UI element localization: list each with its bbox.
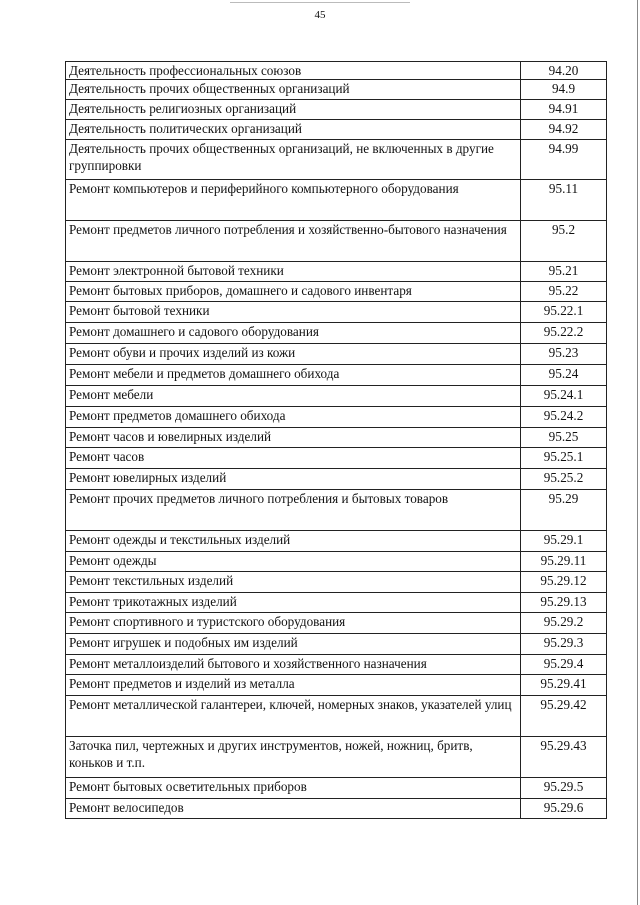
table-row bbox=[66, 262, 607, 282]
activity-code: 95.11 bbox=[521, 180, 607, 221]
table-row bbox=[66, 282, 607, 302]
activity-code: 94.91 bbox=[521, 100, 607, 120]
table-row bbox=[66, 448, 607, 469]
activity-name: Ремонт предметов личного потребления и хозяйственно-бытового назначения bbox=[66, 221, 521, 262]
activity-code: 95.29 bbox=[521, 490, 607, 531]
activity-name: Деятельность профессиональных союзов bbox=[66, 62, 521, 80]
activity-name: Ремонт бытовых приборов, домашнего и садового инвентаря bbox=[66, 282, 521, 302]
activity-name: Ремонт часов и ювелирных изделий bbox=[66, 428, 521, 448]
activity-code: 95.24.2 bbox=[521, 407, 607, 428]
activity-code: 95.22 bbox=[521, 282, 607, 302]
activity-name: Ремонт мебели bbox=[66, 386, 521, 407]
table-row bbox=[66, 80, 607, 100]
page-number: 45 bbox=[314, 9, 326, 21]
table-row bbox=[66, 62, 607, 80]
activity-code: 95.21 bbox=[521, 262, 607, 282]
activity-code: 95.29.5 bbox=[521, 778, 607, 799]
activity-name: Ремонт предметов домашнего обихода bbox=[66, 407, 521, 428]
table-row bbox=[66, 365, 607, 386]
table-row bbox=[66, 344, 607, 365]
table-row bbox=[66, 613, 607, 634]
table-row bbox=[66, 140, 607, 180]
activity-name: Ремонт прочих предметов личного потребления и бытовых товаров bbox=[66, 490, 521, 531]
table-row bbox=[66, 490, 607, 531]
activity-code: 95.29.42 bbox=[521, 696, 607, 737]
activity-code: 95.22.1 bbox=[521, 302, 607, 323]
activity-code: 95.24 bbox=[521, 365, 607, 386]
table-row bbox=[66, 120, 607, 140]
activity-code: 95.25.1 bbox=[521, 448, 607, 469]
activity-code: 95.29.3 bbox=[521, 634, 607, 655]
scan-right-edge bbox=[637, 0, 638, 905]
activity-code: 95.29.1 bbox=[521, 531, 607, 552]
activity-code: 95.29.6 bbox=[521, 799, 607, 819]
activity-code: 95.23 bbox=[521, 344, 607, 365]
activity-code: 95.29.41 bbox=[521, 675, 607, 696]
activity-name: Деятельность прочих общественных организаций, не включенных в другие группировки bbox=[66, 140, 521, 180]
table-row bbox=[66, 100, 607, 120]
activity-name: Ремонт компьютеров и периферийного компьютерного оборудования bbox=[66, 180, 521, 221]
table-row bbox=[66, 778, 607, 799]
activity-code: 95.25 bbox=[521, 428, 607, 448]
activity-code: 95.29.13 bbox=[521, 593, 607, 613]
table-row bbox=[66, 593, 607, 613]
activity-code: 95.25.2 bbox=[521, 469, 607, 490]
activity-name: Ремонт обуви и прочих изделий из кожи bbox=[66, 344, 521, 365]
activity-code: 94.20 bbox=[521, 62, 607, 80]
activity-code: 95.29.2 bbox=[521, 613, 607, 634]
table-row bbox=[66, 323, 607, 344]
table-row bbox=[66, 386, 607, 407]
activity-code: 95.29.4 bbox=[521, 655, 607, 675]
activity-code: 95.29.43 bbox=[521, 737, 607, 778]
table-row bbox=[66, 572, 607, 593]
okved-table-body bbox=[66, 62, 607, 819]
table-row bbox=[66, 428, 607, 448]
table-row bbox=[66, 302, 607, 323]
activity-name: Ремонт игрушек и подобных им изделий bbox=[66, 634, 521, 655]
activity-name: Деятельность религиозных организаций bbox=[66, 100, 521, 120]
activity-name: Ремонт велосипедов bbox=[66, 799, 521, 819]
activity-name: Ремонт текстильных изделий bbox=[66, 572, 521, 593]
activity-name: Ремонт ювелирных изделий bbox=[66, 469, 521, 490]
activity-name: Ремонт металлоизделий бытового и хозяйственного назначения bbox=[66, 655, 521, 675]
activity-name: Ремонт домашнего и садового оборудования bbox=[66, 323, 521, 344]
table-row bbox=[66, 675, 607, 696]
activity-code: 95.29.12 bbox=[521, 572, 607, 593]
table-row bbox=[66, 799, 607, 819]
activity-name: Деятельность прочих общественных организаций bbox=[66, 80, 521, 100]
activity-name: Ремонт часов bbox=[66, 448, 521, 469]
activity-name: Ремонт предметов и изделий из металла bbox=[66, 675, 521, 696]
table-row bbox=[66, 180, 607, 221]
activity-code: 94.92 bbox=[521, 120, 607, 140]
okved-table bbox=[65, 61, 607, 819]
table-row bbox=[66, 696, 607, 737]
activity-name: Ремонт одежды и текстильных изделий bbox=[66, 531, 521, 552]
table-row bbox=[66, 221, 607, 262]
table-row bbox=[66, 407, 607, 428]
activity-name: Ремонт металлической галантереи, ключей, номерных знаков, указателей улиц bbox=[66, 696, 521, 737]
activity-code: 95.22.2 bbox=[521, 323, 607, 344]
activity-name: Ремонт одежды bbox=[66, 552, 521, 572]
table-row bbox=[66, 634, 607, 655]
table-row bbox=[66, 655, 607, 675]
activity-code: 95.29.11 bbox=[521, 552, 607, 572]
table-row bbox=[66, 531, 607, 552]
activity-name: Деятельность политических организаций bbox=[66, 120, 521, 140]
activity-code: 94.9 bbox=[521, 80, 607, 100]
activity-code: 95.2 bbox=[521, 221, 607, 262]
activity-name: Заточка пил, чертежных и других инструментов, ножей, ножниц, бритв, коньков и т.п. bbox=[66, 737, 521, 778]
activity-name: Ремонт спортивного и туристского оборудования bbox=[66, 613, 521, 634]
activity-name: Ремонт трикотажных изделий bbox=[66, 593, 521, 613]
activity-name: Ремонт мебели и предметов домашнего обихода bbox=[66, 365, 521, 386]
activity-code: 95.24.1 bbox=[521, 386, 607, 407]
activity-name: Ремонт электронной бытовой техники bbox=[66, 262, 521, 282]
activity-code: 94.99 bbox=[521, 140, 607, 180]
activity-name: Ремонт бытовых осветительных приборов bbox=[66, 778, 521, 799]
table-row bbox=[66, 469, 607, 490]
table-row bbox=[66, 552, 607, 572]
activity-name: Ремонт бытовой техники bbox=[66, 302, 521, 323]
table-row bbox=[66, 737, 607, 778]
scan-top-rule bbox=[230, 2, 410, 3]
